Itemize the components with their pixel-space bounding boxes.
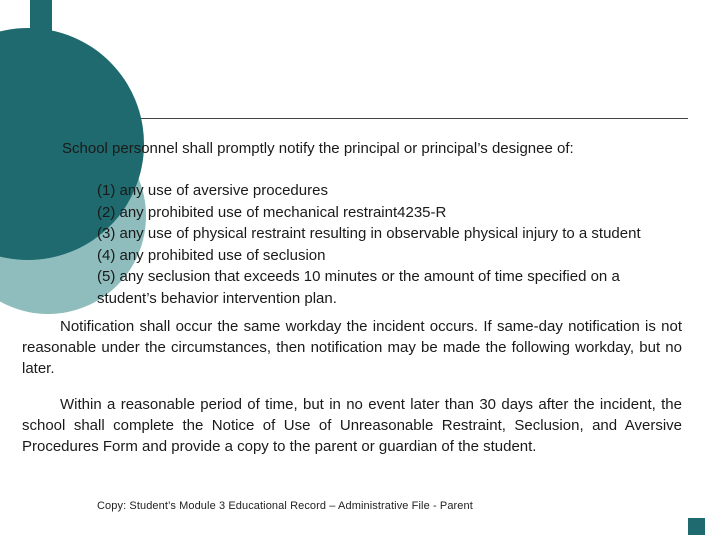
list-item-4: (4) any prohibited use of seclusion xyxy=(97,246,326,264)
list-item-3: (3) any use of physical restraint resulting in observable physical injury to a student xyxy=(97,225,641,242)
copy-distribution-note: Copy: Student’s Module 3 Educational Record – Administrative File - Parent xyxy=(97,500,473,512)
intro-paragraph: School personnel shall promptly notify the principal or principal’s designee of: xyxy=(62,140,574,157)
list-item-1: (1) any use of aversive procedures xyxy=(97,182,328,199)
numbered-list xyxy=(97,180,682,309)
list-item-5: (5) any seclusion that exceeds 10 minutes or the amount of time specified on a student’s behavior intervention plan. xyxy=(97,268,620,307)
notification-paragraph: Notification shall occur the same workday the incident occurs. If same-day notification is not reasonable under the circumstances, then notification may be made the following workday, but no later. xyxy=(22,318,682,377)
reasonable-period-paragraph: Within a reasonable period of time, but in no event later than 30 days after the incident, the school shall complete the Notice of Use of Unreasonable Restraint, Seclusion, and Aversive Procedures Form and provide a copy to the parent or guardian of the student. xyxy=(22,396,682,455)
list-item-2: (2) any prohibited use of mechanical restraint4235-R xyxy=(97,203,447,221)
